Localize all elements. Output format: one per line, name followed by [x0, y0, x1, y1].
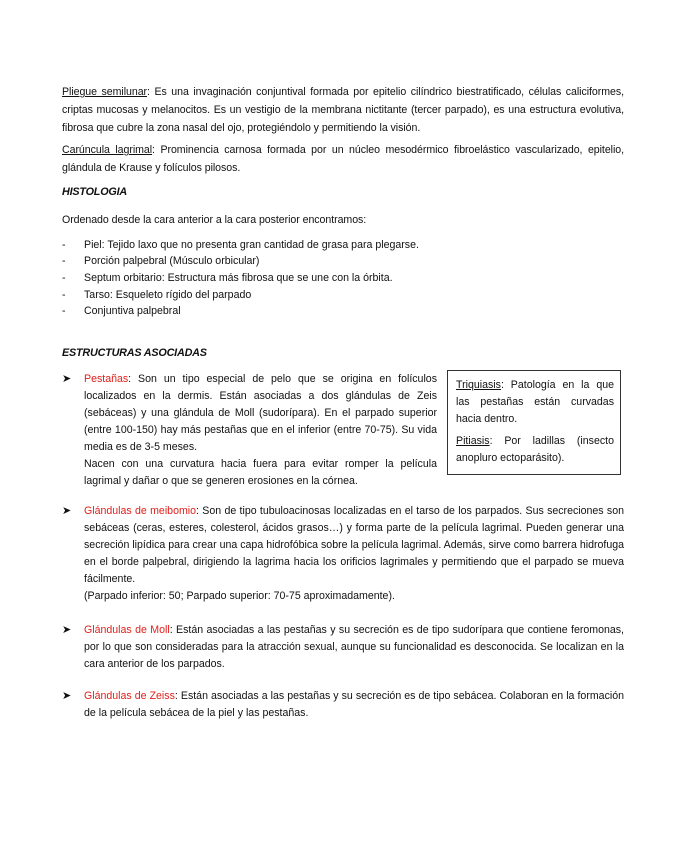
- moll-term: Glándulas de Moll: [84, 624, 170, 636]
- meibomio-text: : Son de tipo tubuloacinosas localizadas en el tarso de los parpados. Sus secreciones son sebáceas (ceras, esteres, colesterol, ácidos grasos…) y forma parte de la película lagrimal. Pueden generar una secreción lipídica para crear una capa hidrofóbica sobre la película lagrimal. Además, sirve como barrera hidrofuga en el borde palpebral, dirigiendo la lagrima hacia los orificios lagrimales y permitiendo que el parpado se mueva fácilmente.: [84, 505, 624, 585]
- arrow-bullet-icon: ➤: [62, 624, 72, 636]
- triquiasis-text: : Patología en la que las pestañas están curvadas hacia dentro.: [456, 379, 614, 425]
- list-item: - Piel: Tejido laxo que no presenta gran cantidad de grasa para plegarse.: [62, 239, 419, 251]
- histologia-heading: HISTOLOGIA: [62, 186, 127, 198]
- histologia-intro: Ordenado desde la cara anterior a la cara posterior encontramos:: [62, 214, 367, 226]
- caruncula-term: Carúncula lagrimal: [62, 144, 153, 156]
- estructuras-heading: ESTRUCTURAS ASOCIADAS: [62, 347, 207, 359]
- caruncula-paragraph: [62, 141, 624, 177]
- moll-bullet: [62, 622, 624, 673]
- moll-text: : Están asociadas a las pestañas y su secreción es de tipo sudorípara que contiene feromonas, por lo que son consideradas para la atracción sexual, aunque su funcionalidad es desconocida. Se localizan en la cara anterior de los parpados.: [84, 624, 625, 670]
- zeiss-text: : Están asociadas a las pestañas y su secreción es de tipo sebácea. Colaboran en la formación de la película sebácea de la piel y las pestañas.: [84, 690, 625, 719]
- list-item: - Septum orbitario: Estructura más fibrosa que se une con la órbita.: [62, 272, 393, 284]
- arrow-bullet-icon: ➤: [62, 505, 72, 517]
- meibomio-term: Glándulas de meibomio: [84, 505, 197, 517]
- pitiasis-note: [456, 433, 614, 467]
- pliegue-text: : Es una invaginación conjuntival formada por epitelio cilíndrico biestratificado, células caliciformes, criptas mucosas y melanocitos. Es un vestigio de la membrana nictitante (tercer parpado), es una estructura evolutiva, fibrosa que cubre la zona nasal del ojo, protegiéndolo y permitiendo la visión.: [62, 86, 624, 134]
- arrow-bullet-icon: ➤: [62, 373, 72, 385]
- pitiasis-text: : Por ladillas (insecto anopluro ectoparásito).: [456, 435, 614, 464]
- pitiasis-term: Pitiasis: [456, 435, 490, 447]
- pestanas-text2: Nacen con una curvatura hacia fuera para evitar romper la película lagrimal y dañar o que se generen erosiones en la córnea.: [84, 458, 437, 487]
- list-item: - Conjuntiva palpebral: [62, 305, 181, 317]
- pliegue-paragraph: [62, 83, 624, 137]
- pestanas-term: Pestañas: [84, 373, 129, 385]
- pestanas-text: : Son un tipo especial de pelo que se origina en folículos localizados en la dermis. Están asociadas a dos glándulas de Zeis (sebáceas) y una glándula de Moll (sudorípara). En el parpado superior (entre 100-150) hay más pestañas que en el inferior (entre 70-75). Su vida media es de 3-5 meses.: [84, 373, 437, 453]
- list-item: - Porción palpebral (Músculo orbicular): [62, 255, 260, 267]
- pliegue-term: Pliegue semilunar: [62, 86, 148, 98]
- meibomio-bullet: [62, 503, 624, 605]
- side-note-box: [447, 370, 621, 475]
- arrow-bullet-icon: ➤: [62, 690, 72, 702]
- zeiss-bullet: [62, 688, 624, 722]
- caruncula-text: : Prominencia carnosa formada por un núcleo mesodérmico fibroelástico vascularizado, epitelio, glándula de Krause y folículos pilosos.: [62, 144, 625, 174]
- meibomio-text2: (Parpado inferior: 50; Parpado superior: 70-75 aproximadamente).: [84, 590, 395, 602]
- triquiasis-term: Triquiasis: [456, 379, 501, 391]
- list-item: - Tarso: Esqueleto rígido del parpado: [62, 289, 252, 301]
- triquiasis-note: [456, 377, 614, 428]
- pestanas-bullet: [62, 371, 437, 490]
- zeiss-term: Glándulas de Zeiss: [84, 690, 175, 702]
